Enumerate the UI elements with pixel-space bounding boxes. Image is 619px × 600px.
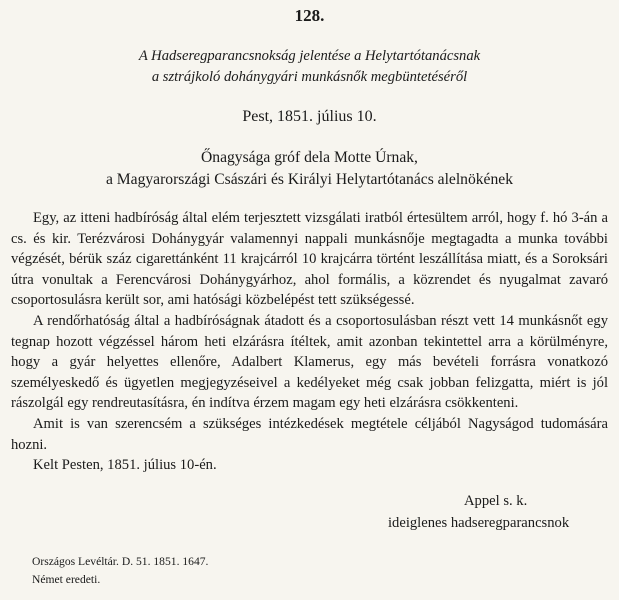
body-paragraph: A rendőrhatóság által a hadbíróságnak átadott és a csoportosulásban részt vett 14 munkásnőt egy tegnap hozott végzéssel három heti elzárásra ítéltek, amit azonban tekintettel arra a körülményre, hogy a gyár helyettes ellenőre, Adalbert Klamerus, egy más bevételi forrásra vonatkozó személyeskedő és ügyetlen megjegyzéseivel a kedélyeket még csak jobban felizgatta, miért is jól rászolgál egy rendreutasításra, én indítva érzem magam egy heti elzárásra csökkenteni. xyxy=(11,312,608,412)
signature-title: ideiglenes hadseregparancsnok xyxy=(388,515,570,531)
source-line: Német eredeti. xyxy=(32,573,101,586)
title-line: a sztrájkoló dohánygyári munkásnők megbüntetéséről xyxy=(151,69,468,85)
addressee xyxy=(0,147,619,191)
signature-block xyxy=(388,490,613,534)
document-number: 128. xyxy=(294,6,325,25)
dateline-closing: Kelt Pesten, 1851. július 10-én. xyxy=(33,457,217,473)
source-line: Országos Levéltár. D. 51. 1851. 1647. xyxy=(32,555,209,568)
addressee-line: a Magyarországi Császári és Királyi Helytartótanács alelnökének xyxy=(105,171,513,188)
addressee-line: Őnagysága gróf dela Motte Úrnak, xyxy=(201,149,418,166)
signature-name: Appel s. k. xyxy=(464,493,528,509)
place-date: Pest, 1851. július 10. xyxy=(242,108,377,125)
document-title xyxy=(0,46,619,88)
body-paragraph: Amit is van szerencsém a szükséges intézkedések megtétele céljából Nagyságod tudomására hozni. xyxy=(11,415,608,453)
letter-body xyxy=(11,208,608,455)
title-line: A Hadseregparancsnokság jelentése a Helytartótanácsnak xyxy=(138,48,481,64)
archival-source-note xyxy=(32,553,208,589)
body-paragraph: Egy, az itteni hadbíróság által elém terjesztett vizsgálati iratból értesültem arról, hogy f. hó 3-án a cs. és kir. Terézvárosi Dohánygyár valamennyi nappali munkásnője megtagadta a munka további végzését, bérük száz cigarettánként 11 krajcárról 10 krajcárra történt leszállítása miatt, és a Soroksári útra vonultak a Ferencvárosi Dohánygyárhoz, ahol formális, a közrendet és nyugalmat zavaró csoportosulásra került sor, ami hatósági közbelépést tett szükségessé. xyxy=(11,210,608,309)
